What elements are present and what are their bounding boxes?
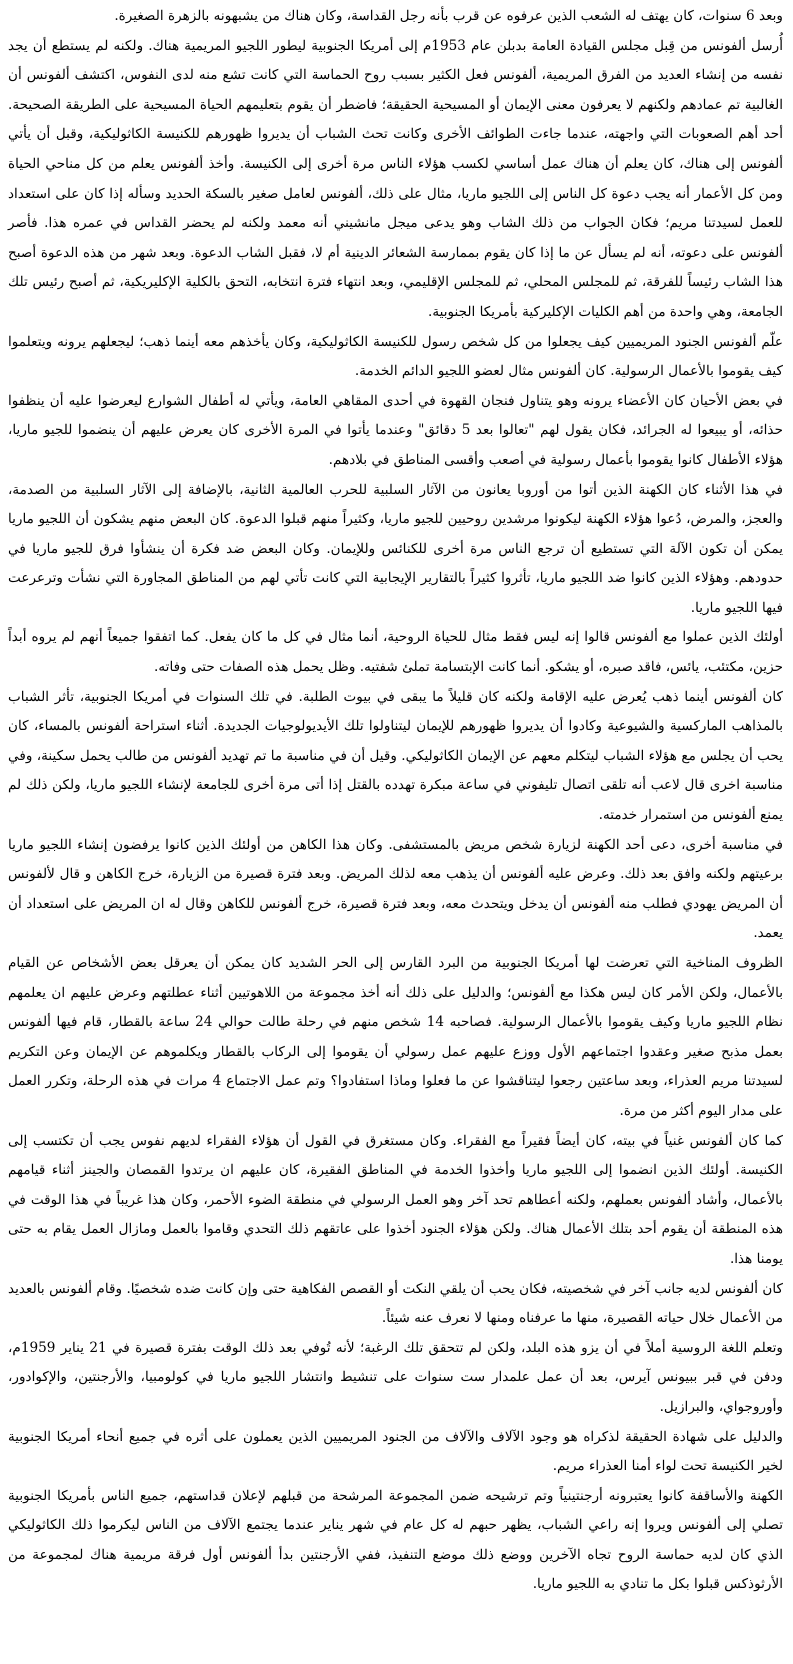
paragraph-14: الكهنة والأساقفة كانوا يعتبرونه أرجنتينياً وتم ترشيحه ضمن المجموعة المرشحة من قبلهم لإعلان قداستهم، جميع الناس بأمريكا الجنوبية تصلي إلى ألفونس ويروا إنه راعي الشباب، يظهر حبهم له كل عام في شهر يناير عندما يجتمع الآلاف من الناس ليكرموا ذلك الكاثوليكي الذي كان لديه حماسة الروح تجاه الآخرين ووضع ذلك موضع التنفيذ، ففي الأرجنتين بدأ ألفونس أول فرقة مريمية هناك لمجموعة من الأرثوذكس قبلوا بكل ما تنادي به اللجيو ماريا. — [8, 1487, 783, 1593]
paragraph-7: كان ألفونس أينما ذهب يُعرض عليه الإقامة ولكنه كان قليلاً ما يبقى في بيوت الطلبة. في تلك السنوات في أمريكا الجنوبية، تأثر الشباب بالمذاهب الماركسية والشيوعية وكادوا أن يديروا ظهورهم للإيمان ليتناولوا تلك الأيديولوجيات الجديدة. أثناء استراحة ألفونس بالمساء، كان يحب أن يجلس مع هؤلاء الشباب ليتكلم معهم عن الإيمان الكاثوليكي. وقيل أن في مناسبة ما تم تهديد ألفونس من طالب يحمل سكينة، وفي مناسبة اخرى قال لاعب أنه تلقى اتصال تليفوني في ساعة مبكرة تهدده بالقتل إذا أتى مرة أخرى للجامعة لإنشاء اللجيو ماريا، ولكن ذلك لم يمنع ألفونس من استمرار خدمته. — [8, 688, 784, 824]
paragraph-13: والدليل على شهادة الحقيقة لذكراه هو وجود الآلاف والآلاف من الجنود المريميين الذين يعملون على أثره في جميع أنحاء أمريكا الجنوبية لخير الكنيسة تحت لواء أمنا العذراء مريم. — [8, 1428, 783, 1475]
paragraph-8: في مناسبة أخرى، دعى أحد الكهنة لزيارة شخص مريض بالمستشفى. وكان هذا الكاهن من أولئك الذين كانوا يرفضون إنشاء اللجيو ماريا برعيتهم ولكنه وافق بعد ذلك. وعرض عليه ألفونس أن يذهب معه لذلك المريض. وبعد فترة قصيرة من الزيارة، خرج الكاهن و قال لألفونس أن المريض يهودي فطلب منه ألفونس أن يدخل ويتحدث معه، وبعد فترة قصيرة، خرج ألفونس للكاهن وقال له ان المريض على استعداد أن يعمد. — [8, 836, 783, 942]
paragraph-5: في هذا الأثناء كان الكهنة الذين أتوا من أوروبا يعانون من الآثار السلبية للحرب العالمية الثانية، بالإضافة إلى الآثار السلبية من الصدمة، والعجز، والمرض، دُعوا هؤلاء الكهنة ليكونوا مرشدين روحيين للجيو ماريا، وكثيراً منهم قبلوا الدعوة. كان البعض منهم يشكون أن اللجيو ماريا يمكن أن تكون الآلة التي تستطيع أن ترجع الناس مرة أخرى للكنائس وللإيمان. وكان البعض ضد فكرة أن ينشأوا فرق للجيو ماريا في حدودهم. وهؤلاء الذين كانوا ضد اللجيو ماريا، تأثروا كثيراً بالتقارير الإيجابية التي كانت تأتي لهم من المناطق المجاورة التي نشأت وترعرعت فيها اللجيو ماريا. — [8, 481, 783, 616]
paragraph-1: وبعد 6 سنوات، كان يهتف له الشعب الذين عرفوه عن قرب بأنه رجل القداسة، وكان هناك من يشبهونه بالزهرة الصغيرة. — [114, 8, 783, 24]
paragraph-9: الظروف المناخية التي تعرضت لها أمريكا الجنوبية من البرد القارس إلى الحر الشديد كان يمكن أن يعرقل بعض الأشخاص عن القيام بالأعمال، ولكن الأمر كان ليس هكذا مع ألفونس؛ والدليل على ذلك أنه أخذ مجموعة من اللاهوتيين أثناء عطلتهم وعرض عليهم ان يعلمهم نظام اللجيو ماريا وكيف يقوموا بالأعمال الرسولية. فصاحبه 14 شخص منهم في رحلة طالت حوالي 24 ساعة بالقطار، قام فيها ألفونس بعمل مذبح صغير وعقدوا اجتماعهم الأول ووزع عليهم عمل رسولي أن يقوموا إلى الركاب بالقطار ويكلموهم عن الإيمان وعن التكريم لسيدتنا مريم العذراء، وبعد ساعتين رجعوا ليتناقشوا عن ما فعلوا وماذا استفادوا؟ وتم عمل الاجتماع 4 مرات في هذه الرحلة، وتكرر العمل على مدار اليوم أكثر من مرة. — [8, 955, 783, 1119]
paragraph-6: أولئك الذين عملوا مع ألفونس قالوا إنه ليس فقط مثال للحياة الروحية، أنما مثال في كل ما كان يفعل. كما اتفقوا جميعاً أنهم لم يروه أبداً حزين، مكتئب، يائس، فاقد صبره، أو يشكو. أنما كانت الإبتسامة تملئ شفتيه. وظل يحمل هذه الصفات حتى وفاته. — [8, 629, 783, 676]
paragraph-3: علّم ألفونس الجنود المريميين كيف يجعلوا من كل شخص رسول للكنيسة الكاثوليكية، وكان يأخذهم معه أينما ذهب؛ ليجعلهم يرونه ويتعلموا كيف يقوموا بالأعمال الرسولية. كان ألفونس مثال لعضو اللجيو الدائم الخدمة. — [8, 333, 783, 380]
paragraph-2: أُرسل ألفونس من قِبل مجلس القيادة العامة بدبلن عام 1953م إلى أمريكا الجنوبية ليطور اللجيو المريمية هناك. ولكنه لم يستطع أن يجد نفسه من إنشاء العديد من الفرق المريمية، ألفونس فعل الكثير بسبب روح الحماسة التي كانت تشع منه لدى النفوس، اكتشف ألفونس أن الغالبية تم عمادهم ولكنهم لا يعرفون معنى الإيمان أو المسيحية الحقيقة؛ فاضطر أن يقوم بتعليمهم الحياة المسيحية على الطريقة الصحيحة. أحد أهم الصعوبات التي واجهته، عندما جاءت الطوائف الأخرى وكانت تحث الشباب أن يديروا ظهورهم للكنيسة الكاثوليكية، وقبل أن يأتي ألفونس إلى هناك، كان يعلم أن هناك عمل أساسي لكسب هؤلاء الناس مرة أخرى إلى الكنيسة. وأخذ ألفونس يعلم من كل مناحي الحياة ومن كل الأعمار أنه يجب دعوة كل الناس إلى اللجيو ماريا، مثال على ذلك، ألفونس لعامل صغير بالسكة الحديد وسأله إذا كان على استعداد للعمل لسيدتنا مريم؛ فكان الجواب من ذلك الشاب وهو يدعى ميجل مانشيني أنه معمد ولكنه لم يحضر القداس في عمره هذا. فأصر ألفونس على دعوته، أنه لم يسأل عن ما إذا كان يقوم بممارسة الشعائر الدينية أم لا، فقبل الشاب الدعوة. وبعد شهر من هذه الدعوة أصبح هذا الشاب رئيساً للفرقة، ثم للمجلس المحلي، ثم للمجلس الإقليمي، وبعد انتهاء فترة انتخابه، التحق بالكلية الإكليريكية، ثم أصبح رئيس تلك الجامعة، وهي واحدة من أهم الكليات الإكليركية بأمريكا الجنوبية. — [8, 37, 783, 320]
paragraph-4: في بعض الأحيان كان الأعضاء يرونه وهو يتناول فنجان القهوة في أحدى المقاهي العامة، ويأتي له أطفال الشوارع ليعرضوا عليه أن ينظفوا حذائه، أو يبيعوا له الجرائد، فكان يقول لهم "تعالوا بعد 5 دقائق" وعندما يأتوا في المرة الأخرى كان يعرض عليهم أن ينضموا للجيو ماريا، هؤلاء الأطفال كانوا يقوموا بأعمال رسولية في أصعب وأقسى المناطق في بلادهم. — [8, 392, 783, 468]
paragraph-12: وتعلم اللغة الروسية أملاً في أن يزو هذه البلد، ولكن لم تتحقق تلك الرغبة؛ لأنه تُوفي بعد ذلك الوقت بفترة قصيرة في 21 يناير 1959م، ودفن في قبر ببيونس آيرس، بعد أن عمل علمدار ست سنوات على تنشيط وانتشار اللجيو ماريا في كولومبيا، والأرجنتين، والإكوادور، وأوروجواي، والبرازيل. — [8, 1339, 783, 1415]
paragraph-11: كان ألفونس لديه جانب آخر في شخصيته، فكان يحب أن يلقي النكت أو القصص الفكاهية حتى وإن كانت ضده شخصيًا. وقام ألفونس بالعديد من الأعمال خلال حياته القصيرة، منها ما عرفناه ومنها لا نعرف عنه شيئاً. — [8, 1280, 783, 1327]
paragraph-10: كما كان ألفونس غنياً في بيته، كان أيضاً فقيراً مع الفقراء. وكان مستغرق في القول أن هؤلاء الفقراء لديهم نفوس يجب أن تكتسب إلى الكنيسة. أولئك الذين انضموا إلى اللجيو ماريا وأخذوا الخدمة في المناطق الفقيرة، كان عليهم ان يرتدوا القمصان والجينز أثناء قيامهم بالأعمال، وأشاد ألفونس بعملهم، ولكنه أعطاهم تحد آخر وهو العمل الرسولي في منطقة الضوء الأحمر، وكان هذا غريباً في هذا الوقت في هذه المنطقة أن يقوم أحد بتلك الأعمال هناك. ولكن هؤلاء الجنود أخذوا على عاتقهم ذلك التحدي وقاموا بالعمل ومازال العمل يقام به حتى يومنا هذا. — [8, 1132, 783, 1267]
